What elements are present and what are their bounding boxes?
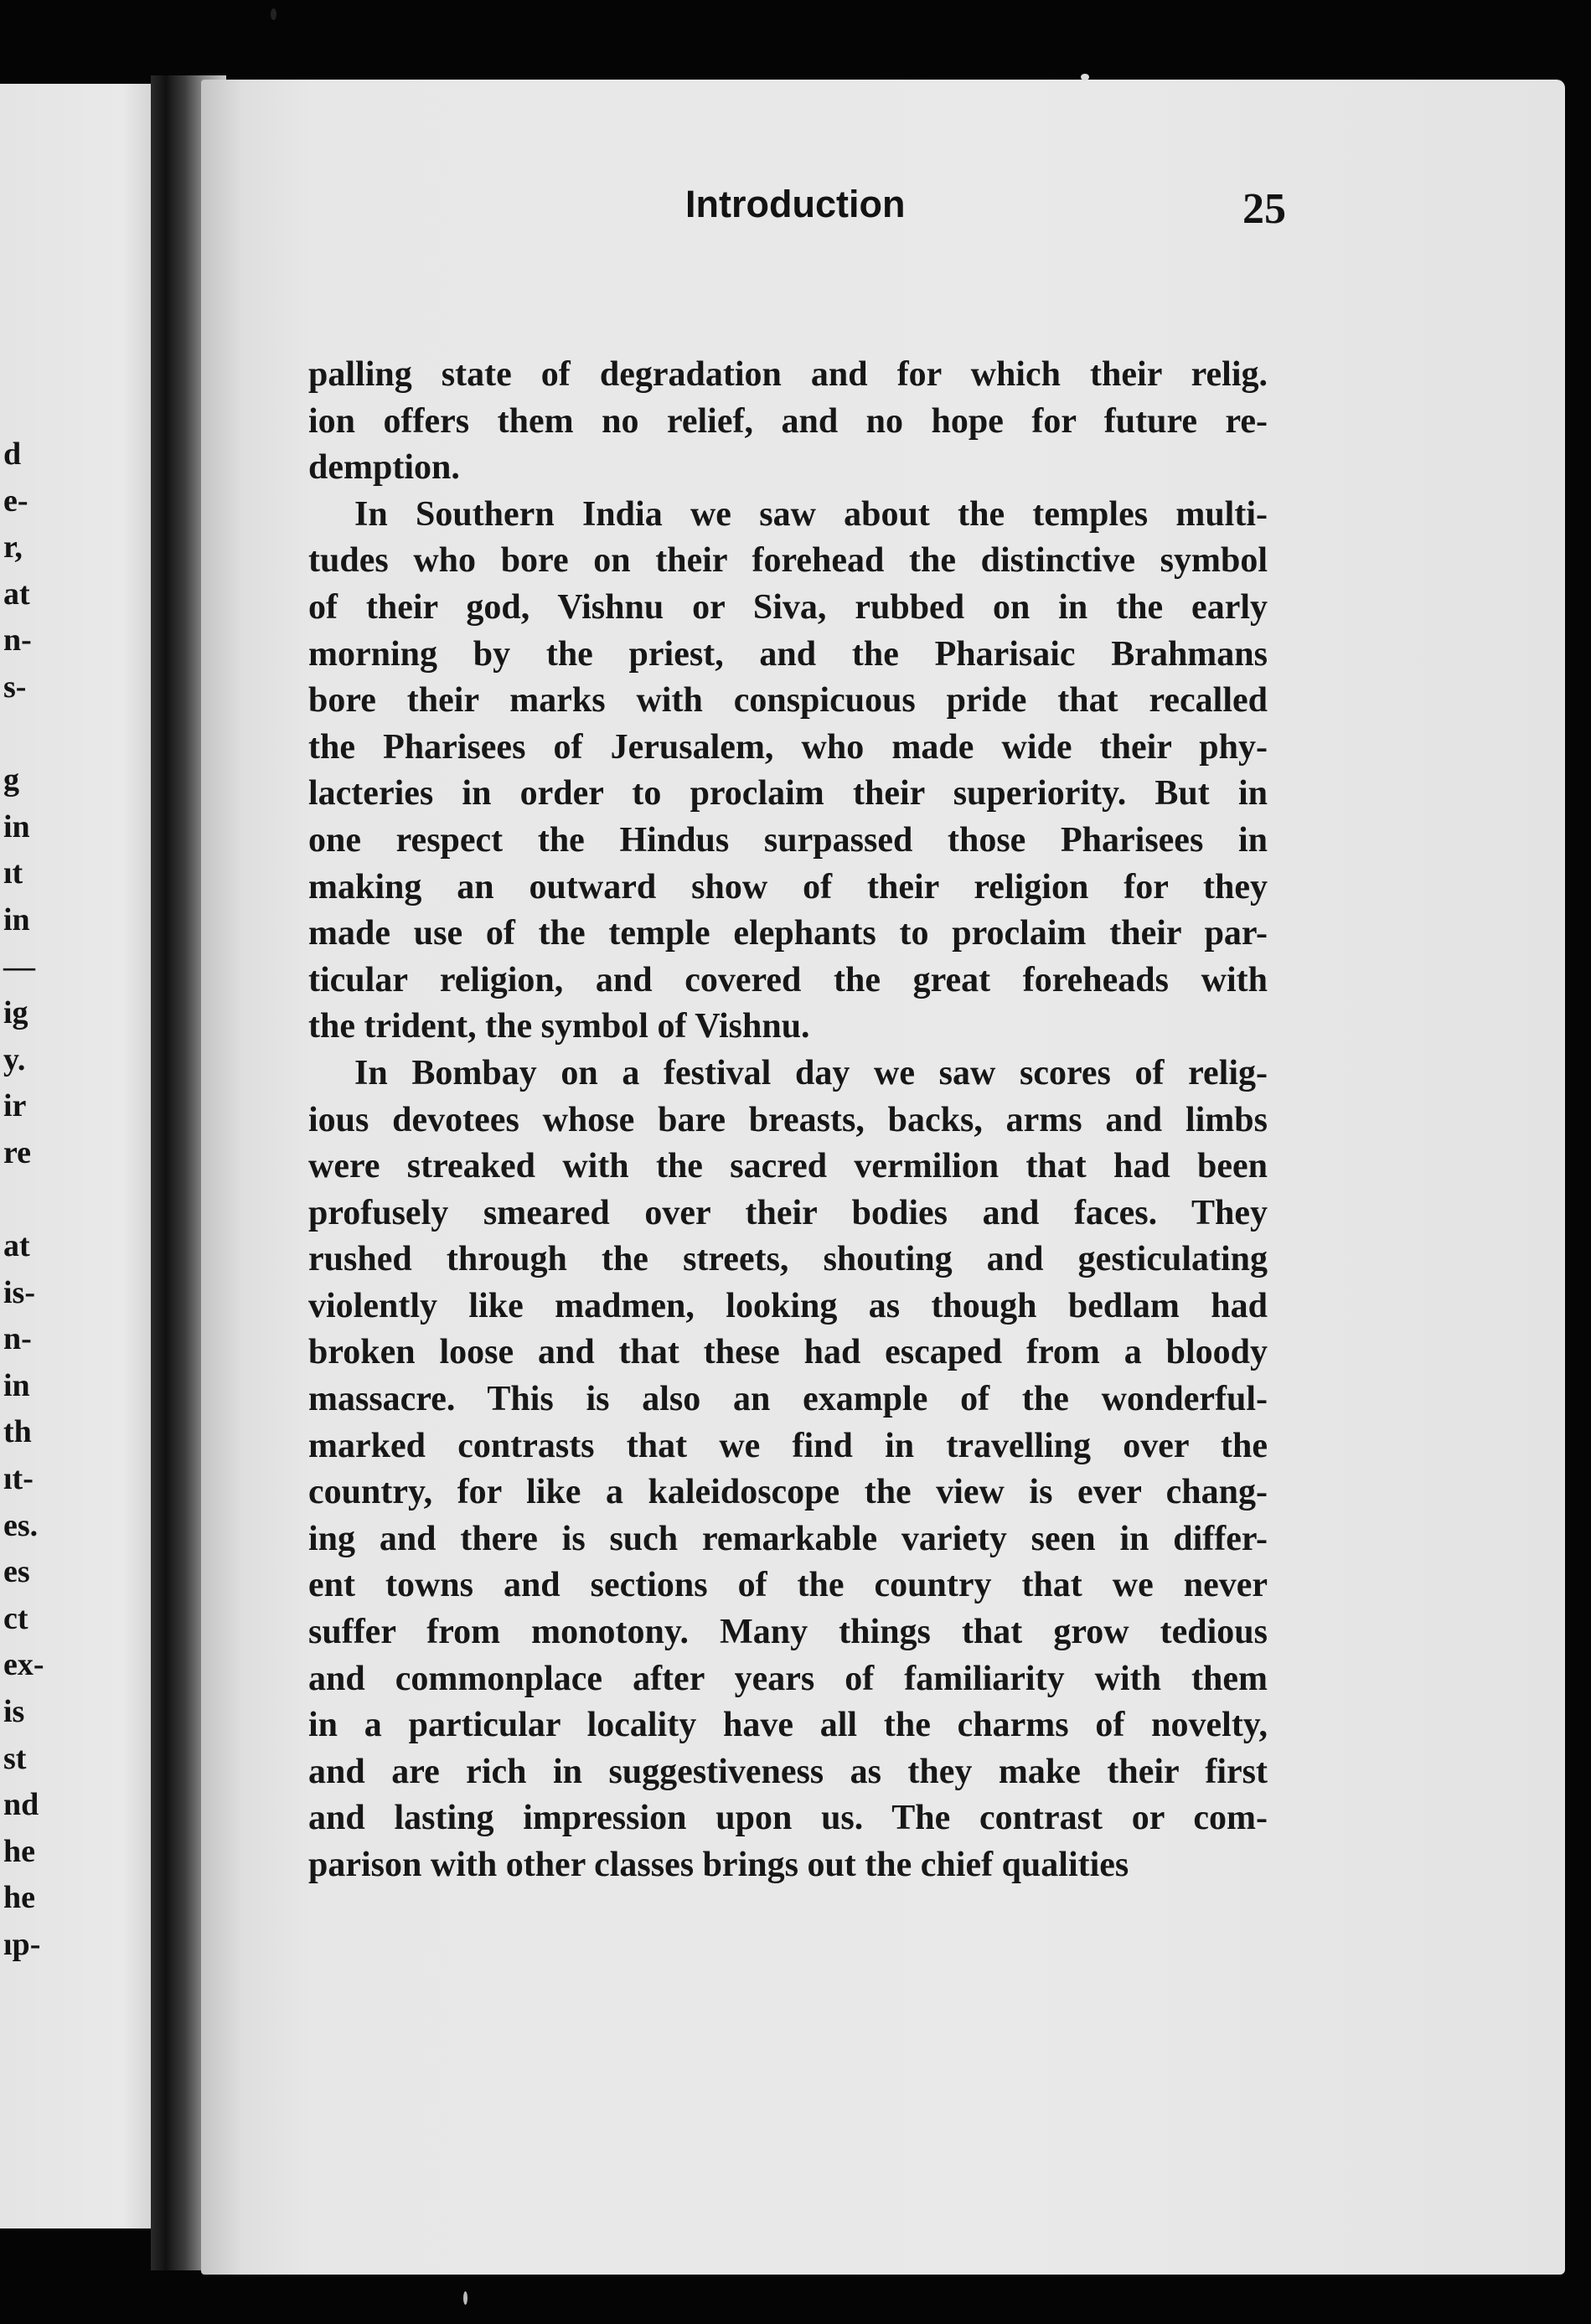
text-line: ion offers them no relief, and no hope for future re-: [308, 401, 1268, 441]
left-fragment-line: ex-: [3, 1647, 44, 1683]
text-line: in a particular locality have all the charms of novelty,: [308, 1706, 1268, 1745]
left-fragment-line: [3, 711, 87, 758]
text-line: country, for like a kaleidoscope the view is ever chang-: [308, 1473, 1268, 1512]
text-line: and are rich in suggestiveness as they make their first: [308, 1752, 1268, 1791]
left-fragment-line: —: [3, 948, 35, 984]
left-fragment-line: d: [3, 436, 22, 472]
left-page-text-fragments: [3, 431, 87, 1969]
text-line: ing and there is such remarkable variety seen in differ-: [308, 1519, 1268, 1558]
left-fragment-line: ct: [3, 1600, 28, 1636]
left-fragment-line: he: [3, 1880, 35, 1916]
text-line: palling state of degradation and for which their relig.: [308, 355, 1268, 394]
left-page-fragment: [0, 84, 176, 2228]
text-line: In Southern India we saw about the temples multi-: [354, 494, 1268, 534]
text-line: ent towns and sections of the country that we never: [308, 1566, 1268, 1605]
dust-speck: [271, 8, 276, 20]
text-line: one respect the Hindus surpassed those Pharisees in: [308, 820, 1268, 860]
left-fragment-line: es: [3, 1554, 30, 1590]
text-line: In Bombay on a festival day we saw scores of relig-: [354, 1053, 1268, 1092]
left-fragment-line: at: [3, 1228, 30, 1264]
page-number: 25: [1242, 185, 1286, 233]
text-line: morning by the priest, and the Pharisaic Brahmans: [308, 634, 1268, 674]
left-fragment-line: [3, 1177, 87, 1224]
left-fragment-line: n-: [3, 1321, 32, 1357]
text-line: bore their marks with conspicuous pride that recalled: [308, 681, 1268, 720]
left-fragment-line: th: [3, 1414, 32, 1450]
text-line: the trident, the symbol of Vishnu.: [308, 1007, 810, 1046]
text-line: were streaked with the sacred vermilion that had been: [308, 1147, 1268, 1186]
text-line: profusely smeared over their bodies and faces. They: [308, 1193, 1268, 1232]
left-fragment-line: ıt: [3, 855, 23, 891]
text-line: marked contrasts that we find in travelling over the: [308, 1426, 1268, 1465]
left-fragment-line: re: [3, 1134, 32, 1170]
text-line: the Pharisees of Jerusalem, who made wide their phy-: [308, 727, 1268, 767]
left-fragment-line: is-: [3, 1274, 35, 1310]
left-fragment-line: n-: [3, 622, 32, 658]
paragraph: [308, 492, 1268, 1051]
left-fragment-line: in: [3, 901, 30, 937]
running-title: Introduction: [685, 183, 906, 225]
left-fragment-line: ıp-: [3, 1927, 41, 1962]
text-line: demption.: [308, 448, 460, 488]
left-fragment-line: s-: [3, 669, 27, 705]
left-fragment-line: is: [3, 1694, 25, 1730]
left-fragment-line: st: [3, 1740, 27, 1776]
body-text: [308, 352, 1268, 1889]
text-line: and lasting impression upon us. The contrast or com-: [308, 1799, 1268, 1838]
left-fragment-line: ig: [3, 995, 28, 1031]
left-fragment-line: he: [3, 1833, 35, 1869]
text-line: lacteries in order to proclaim their superiority. But in: [308, 774, 1268, 813]
left-fragment-line: in: [3, 808, 30, 844]
dust-speck: [463, 2291, 467, 2305]
left-fragment-line: es.: [3, 1507, 39, 1543]
left-fragment-line: at: [3, 576, 30, 612]
left-fragment-line: e-: [3, 483, 28, 519]
left-fragment-line: ir: [3, 1088, 27, 1124]
paragraph: [308, 352, 1268, 492]
paragraph: [308, 1051, 1268, 1889]
left-fragment-line: nd: [3, 1787, 39, 1823]
dust-speck: [1081, 74, 1089, 80]
left-fragment-line: in: [3, 1367, 30, 1403]
text-line: broken loose and that these had escaped from a bloody: [308, 1333, 1268, 1372]
text-line: rushed through the streets, shouting and gesticulating: [308, 1240, 1268, 1279]
left-fragment-line: y.: [3, 1041, 26, 1077]
text-line: made use of the temple elephants to proclaim their par-: [308, 914, 1268, 953]
left-fragment-line: g: [3, 762, 19, 798]
text-line: ious devotees whose bare breasts, backs, arms and limbs: [308, 1100, 1268, 1139]
text-line: tudes who bore on their forehead the distinctive symbol: [308, 541, 1268, 581]
text-line: violently like madmen, looking as though bedlam had: [308, 1286, 1268, 1325]
text-line: parison with other classes brings out the chief qualities: [308, 1846, 1129, 1884]
text-line: of their god, Vishnu or Siva, rubbed on in the early: [308, 587, 1268, 627]
left-fragment-line: ıt-: [3, 1461, 34, 1497]
text-line: suffer from monotony. Many things that grow tedious: [308, 1613, 1268, 1652]
left-fragment-line: r,: [3, 529, 23, 566]
page-header: [482, 183, 1286, 241]
text-line: massacre. This is also an example of the wonderful-: [308, 1380, 1268, 1419]
text-line: ticular religion, and covered the great foreheads with: [308, 960, 1268, 999]
text-line: making an outward show of their religion for they: [308, 867, 1268, 906]
text-line: and commonplace after years of familiarity with them: [308, 1659, 1268, 1698]
